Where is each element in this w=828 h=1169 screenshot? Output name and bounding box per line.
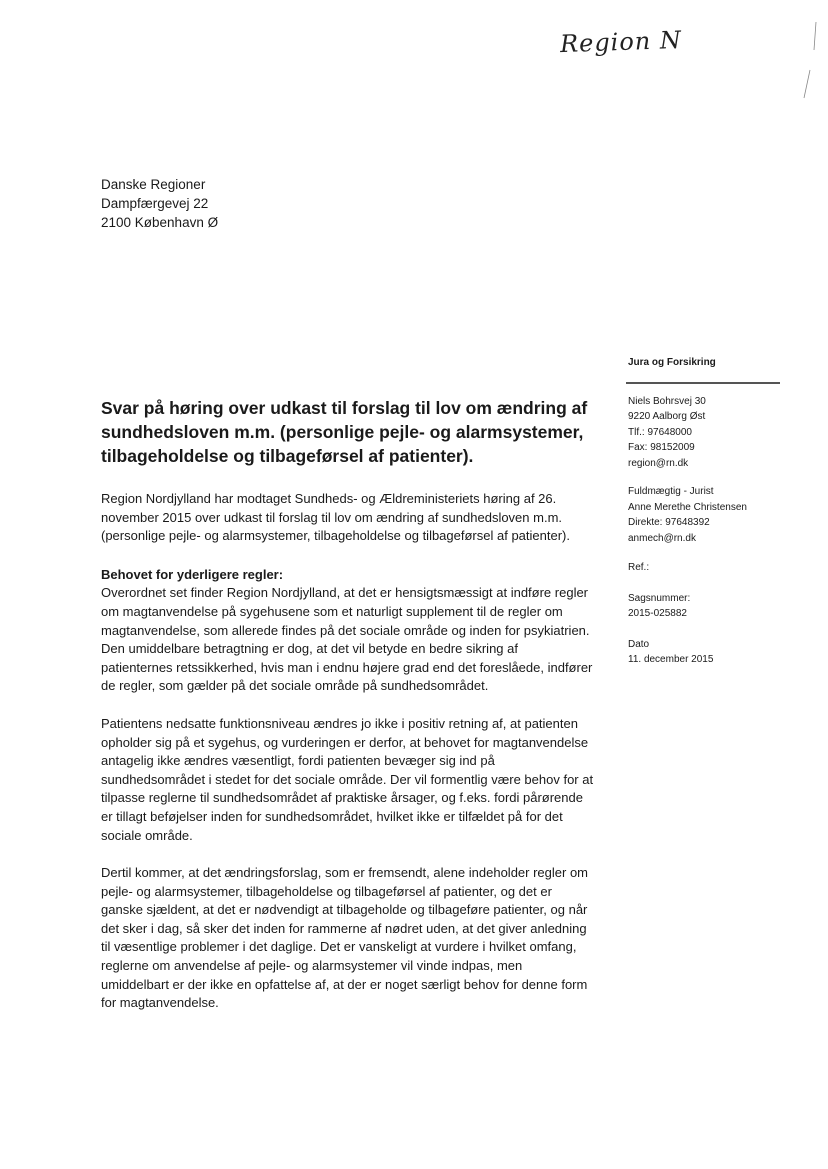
case-number-value: 2015-025882 xyxy=(628,608,687,619)
text-line: reglerne om anvendelse af pejle- og alarmsystemer vil vinde indpas, men xyxy=(101,958,523,974)
recipient-line: Dampfærgevej 22 xyxy=(101,196,209,211)
text-line: ganske sjældent, at det er nødvendigt at tilbageholde og tilbageføre patienter, og når xyxy=(101,902,588,918)
text-line: for magtanvendelse. xyxy=(101,995,219,1011)
address-line: 9220 Aalborg Øst xyxy=(628,411,706,422)
title-line: tilbageholdelse og tilbageførsel af patienter). xyxy=(101,446,474,466)
date-block xyxy=(628,637,788,668)
fax-line: Fax: 98152009 xyxy=(628,442,695,453)
recipient-line: 2100 København Ø xyxy=(101,215,219,230)
title-line: Svar på høring over udkast til forslag til lov om ændring af xyxy=(101,398,588,418)
case-number-block xyxy=(628,591,788,622)
text-line: til væsentlige problemer i det daglige. Det er vanskeligt at vurdere i hvilket omfang, xyxy=(101,939,577,955)
reference-block xyxy=(628,560,788,576)
handwritten-note: Region N xyxy=(559,25,683,59)
sender-address xyxy=(628,394,788,472)
department-name: Jura og Forsikring xyxy=(628,357,716,368)
title-line: sundhedsloven m.m. (personlige pejle- og alarmsystemer, xyxy=(101,422,584,442)
contact-name: Anne Merethe Christensen xyxy=(628,501,747,513)
text-line: sociale område. xyxy=(101,827,193,843)
text-line: (personlige pejle- og alarmsystemer, tilbageholdelse og tilbageførsel af patienter). xyxy=(101,528,570,544)
sender-sidebar xyxy=(628,355,788,681)
paragraph-amendment-scope xyxy=(101,864,611,1013)
section-need-for-rules xyxy=(101,566,611,696)
text-line: patienternes retssikkerhed, hvis man i endnu højere grad end det foreslåede, indfører xyxy=(101,659,593,675)
email-link[interactable]: region@rn.dk xyxy=(628,457,689,469)
text-line: er tillagt beføjelser inden for sundhedsområdet, hvilket ikke er tilfældet på for det xyxy=(101,808,563,824)
text-line: de regler, som gælder på det sociale område på sundhedsområdet. xyxy=(101,678,489,694)
contact-person xyxy=(628,484,788,546)
text-line: antagelig ikke ændres væsentligt, fordi patienten bevæger sig ind på xyxy=(101,753,495,769)
address-line: Niels Bohrsvej 30 xyxy=(628,395,706,407)
text-line: om magtanvendelse på sygehusene som et naturligt supplement til de regler om xyxy=(101,603,563,619)
paragraph-functional-level xyxy=(101,715,611,845)
text-line: Patientens nedsatte funktionsniveau ændres jo ikke i positiv retning af, at patienten xyxy=(101,715,578,731)
text-line: Den umiddelbare betragtning er dog, at det vil betyde en bedre sikring af xyxy=(101,641,518,657)
scan-edge-mark xyxy=(798,20,818,100)
text-line: tilpasse reglerne til sundhedsområdet af praktiske årsager, og f.eks. fordi pårørende xyxy=(101,790,583,806)
text-line: november 2015 over udkast til forslag til lov om ændring af sundhedsloven m.m. xyxy=(101,509,563,525)
section-heading: Behovet for yderligere regler: xyxy=(101,566,284,582)
recipient-line: Danske Regioner xyxy=(101,177,206,192)
ref-label: Ref.: xyxy=(628,562,650,573)
date-value: 11. december 2015 xyxy=(628,654,714,665)
letter-title xyxy=(101,396,601,468)
intro-paragraph xyxy=(101,490,611,546)
contact-email-link[interactable]: anmech@rn.dk xyxy=(628,532,696,544)
text-line: opholder sig på et sygehus, og vurderingen er derfor, at behovet for magtanvendelse xyxy=(101,734,589,750)
phone-line: Tlf.: 97648000 xyxy=(628,426,692,438)
recipient-address xyxy=(101,175,218,232)
case-number-label: Sagsnummer: xyxy=(628,592,691,604)
sidebar-divider xyxy=(626,382,780,384)
text-line: Dertil kommer, at det ændringsforslag, som er fremsendt, alene indeholder regler om xyxy=(101,865,588,881)
text-line: Region Nordjylland har modtaget Sundheds- og Ældreministeriets høring af 26. xyxy=(101,491,557,506)
text-line: det sker i dag, så sker det inden for rammerne af nødret uden, at det giver anledning xyxy=(101,920,587,936)
contact-direct-phone: Direkte: 97648392 xyxy=(628,517,710,528)
letter-body xyxy=(101,490,611,1032)
text-line: sundhedsområdet i stedet for det sociale område. Der vil formentlig være behov for at xyxy=(101,771,594,787)
text-line: umiddelbart er der ikke en opfattelse af, at der er noget særligt behov for denne form xyxy=(101,976,588,992)
text-line: Overordnet set finder Region Nordjylland, at det er hensigtsmæssigt at indføre regler xyxy=(101,585,589,601)
date-label: Dato xyxy=(628,638,650,650)
contact-role: Fuldmægtig - Jurist xyxy=(628,486,714,497)
text-line: magtanvendelse, som allerede findes på det sociale område og inden for psykiatrien. xyxy=(101,622,590,638)
text-line: pejle- og alarmsystemer, tilbageholdelse og tilbageførsel af patienter, og det er xyxy=(101,883,552,899)
